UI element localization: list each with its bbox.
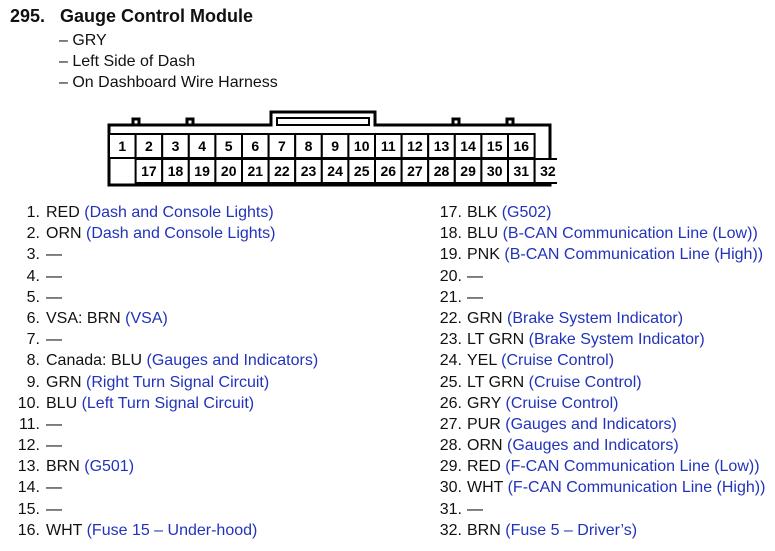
pin-entry bbox=[10, 266, 318, 287]
circuit-name: (VSA) bbox=[125, 309, 168, 327]
pin-entry bbox=[10, 499, 318, 520]
pin-entry-number: 9. bbox=[26, 373, 40, 391]
wire-color: — bbox=[46, 331, 62, 349]
pin-entry bbox=[437, 202, 765, 223]
circuit-name: (F-CAN Communication Line (High)) bbox=[507, 479, 766, 497]
pin-entry bbox=[437, 287, 765, 308]
pin-number-label: 9 bbox=[331, 138, 339, 154]
pin-entry bbox=[437, 329, 765, 350]
pin-number-label: 11 bbox=[380, 138, 396, 154]
pin-entry bbox=[10, 414, 318, 435]
pin-number-label: 13 bbox=[433, 138, 450, 154]
pin-entry bbox=[437, 393, 765, 414]
wire-color: BRN bbox=[46, 458, 80, 476]
wire-color: — bbox=[46, 288, 62, 306]
pin-number-label: 16 bbox=[513, 138, 530, 154]
circuit-name: (G501) bbox=[84, 458, 135, 476]
pin-entry bbox=[10, 287, 318, 308]
pin-entry bbox=[437, 435, 765, 456]
pin-number-label: 8 bbox=[304, 138, 313, 154]
pin-entry bbox=[10, 456, 318, 477]
circuit-name: (B-CAN Communication Line (High)) bbox=[504, 246, 764, 264]
pin-number-label: 10 bbox=[353, 138, 370, 154]
circuit-name: (Cruise Control) bbox=[501, 352, 615, 370]
circuit-name: (F-CAN Communication Line (Low)) bbox=[505, 458, 760, 476]
pin-number-label: 14 bbox=[460, 138, 476, 154]
wire-color: ORN bbox=[46, 225, 82, 243]
pin-entry-number: 21. bbox=[439, 288, 462, 306]
pin-entry bbox=[10, 393, 318, 414]
pin-entry bbox=[10, 329, 318, 350]
wire-color: ORN bbox=[467, 437, 503, 455]
wire-color: Canada: BLU bbox=[46, 352, 143, 370]
wire-color: BLU bbox=[46, 394, 78, 412]
wire-color: RED bbox=[467, 458, 501, 476]
wire-color: LT GRN bbox=[467, 373, 525, 391]
pin-number-label: 30 bbox=[486, 163, 503, 179]
page-title bbox=[10, 6, 253, 27]
pin-entry bbox=[10, 202, 318, 223]
circuit-name: (Brake System Indicator) bbox=[507, 309, 684, 327]
wire-color: GRN bbox=[467, 309, 503, 327]
pin-entry-number: 10. bbox=[17, 394, 40, 412]
pin-entry bbox=[437, 477, 765, 498]
wire-color: LT GRN bbox=[467, 331, 525, 349]
pin-entry bbox=[437, 350, 765, 371]
pin-number-label: 29 bbox=[460, 163, 476, 179]
wire-color: RED bbox=[46, 204, 80, 221]
wire-color: — bbox=[46, 500, 62, 518]
pin-number-label: 19 bbox=[194, 163, 210, 179]
pin-entry-number: 31. bbox=[439, 500, 462, 518]
pin-number-label: 20 bbox=[220, 163, 237, 179]
wire-color: BRN bbox=[467, 521, 501, 539]
connector-diagram bbox=[107, 110, 557, 190]
wire-color: — bbox=[46, 437, 62, 455]
pin-number-label: 25 bbox=[353, 163, 370, 179]
wire-color: WHT bbox=[46, 521, 83, 539]
circuit-name: (Gauges and Indicators) bbox=[507, 437, 679, 455]
pin-entry-number: 22. bbox=[439, 309, 462, 327]
detail-color: – GRY bbox=[59, 32, 107, 49]
pin-number-label: 28 bbox=[433, 163, 450, 179]
pin-entry-number: 20. bbox=[439, 267, 462, 285]
pin-number-label: 24 bbox=[327, 163, 343, 179]
circuit-name: (Cruise Control) bbox=[505, 394, 619, 412]
pin-number-label: 1 bbox=[118, 138, 127, 154]
pin-entry-number: 16. bbox=[17, 521, 40, 539]
circuit-name: (Dash and Console Lights) bbox=[86, 225, 276, 243]
pin-number-label: 31 bbox=[513, 163, 530, 179]
pin-entry-number: 6. bbox=[26, 309, 40, 327]
pin-entry-number: 2. bbox=[26, 225, 40, 243]
circuit-name: (Dash and Console Lights) bbox=[84, 204, 274, 221]
pin-entry bbox=[437, 456, 765, 477]
pin-number-label: 12 bbox=[407, 138, 423, 154]
pin-entry bbox=[10, 223, 318, 244]
pin-entry-number: 25. bbox=[439, 373, 462, 391]
pin-number-label: 2 bbox=[145, 138, 153, 154]
wire-color: — bbox=[46, 479, 62, 497]
pin-entry-number: 18. bbox=[439, 225, 462, 243]
wire-color: GRY bbox=[467, 394, 502, 412]
wire-color: PUR bbox=[467, 415, 501, 433]
circuit-name: (Gauges and Indicators) bbox=[505, 415, 677, 433]
pin-number-label: 4 bbox=[198, 138, 206, 154]
wire-color: — bbox=[46, 246, 62, 264]
wire-color: — bbox=[467, 288, 483, 306]
pin-entry bbox=[10, 372, 318, 393]
pin-entry-number: 24. bbox=[439, 352, 462, 370]
detail-harness: – On Dashboard Wire Harness bbox=[59, 74, 278, 91]
circuit-name: (Right Turn Signal Circuit) bbox=[86, 373, 270, 391]
pin-entry-number: 17. bbox=[439, 204, 462, 221]
pin-number-label: 22 bbox=[274, 163, 290, 179]
pin-entry-number: 11. bbox=[18, 415, 40, 433]
wire-color: PNK bbox=[467, 246, 500, 264]
pin-entry bbox=[10, 244, 318, 265]
pin-entry-number: 7. bbox=[26, 331, 40, 349]
wire-color: — bbox=[46, 415, 62, 433]
wire-color: — bbox=[467, 500, 483, 518]
pin-entry bbox=[10, 435, 318, 456]
circuit-name: (G502) bbox=[501, 204, 552, 221]
circuit-name: (Gauges and Indicators) bbox=[146, 352, 319, 370]
pin-entry-number: 15. bbox=[17, 500, 40, 518]
pin-number-label: 17 bbox=[141, 163, 157, 179]
pin-entry-number: 19. bbox=[439, 246, 462, 264]
circuit-name: (Left Turn Signal Circuit) bbox=[81, 394, 255, 412]
pin-number-label: 26 bbox=[380, 163, 397, 179]
pin-entry bbox=[437, 266, 765, 287]
pin-entry-number: 23. bbox=[439, 331, 462, 349]
pin-entry bbox=[10, 520, 318, 541]
wire-color: YEL bbox=[467, 352, 497, 370]
wire-color: VSA: BRN bbox=[46, 309, 121, 327]
pin-entry-number: 5. bbox=[26, 288, 40, 306]
wire-color: GRN bbox=[46, 373, 82, 391]
pin-entry bbox=[437, 414, 765, 435]
pin-entry-number: 12. bbox=[17, 437, 40, 455]
pin-number-label: 6 bbox=[251, 138, 260, 154]
section-number: 295. bbox=[10, 6, 46, 26]
pin-entry bbox=[437, 372, 765, 393]
pin-entry-number: 1. bbox=[26, 204, 40, 221]
pin-number-label: 32 bbox=[540, 163, 556, 179]
wire-color: BLU bbox=[467, 225, 499, 243]
pin-number-label: 27 bbox=[407, 163, 423, 179]
pin-entry bbox=[10, 477, 318, 498]
pin-entry-number: 28. bbox=[439, 437, 462, 455]
pin-entry-number: 4. bbox=[26, 267, 40, 285]
pin-list-left bbox=[10, 202, 318, 541]
circuit-name: (Fuse 15 – Under-hood) bbox=[86, 521, 258, 539]
circuit-name: (Cruise Control) bbox=[528, 373, 642, 391]
pin-entry-number: 26. bbox=[439, 394, 462, 412]
pin-entry bbox=[10, 308, 318, 329]
pin-entry-number: 32. bbox=[439, 521, 462, 539]
circuit-name: (Fuse 5 – Driver’s) bbox=[505, 521, 638, 539]
pin-entry-number: 14. bbox=[17, 479, 40, 497]
wire-color: — bbox=[467, 267, 483, 285]
pin-entry-number: 3. bbox=[26, 246, 40, 264]
module-title: Gauge Control Module bbox=[60, 6, 253, 26]
wire-color: — bbox=[46, 267, 62, 285]
pin-entry-number: 8. bbox=[26, 352, 40, 370]
wire-color: BLK bbox=[467, 204, 498, 221]
pin-number-label: 7 bbox=[278, 138, 286, 154]
pin-entry bbox=[10, 350, 318, 371]
pin-list-right bbox=[437, 202, 765, 541]
pin-number-label: 18 bbox=[167, 163, 184, 179]
pin-entry bbox=[437, 308, 765, 329]
circuit-name: (Brake System Indicator) bbox=[528, 331, 705, 349]
pin-number-label: 5 bbox=[224, 138, 233, 154]
pin-number-label: 21 bbox=[247, 163, 264, 179]
pin-entry bbox=[437, 499, 765, 520]
pin-entry-number: 27. bbox=[439, 415, 462, 433]
pin-number-label: 23 bbox=[300, 163, 317, 179]
circuit-name: (B-CAN Communication Line (Low)) bbox=[502, 225, 758, 243]
pin-entry bbox=[437, 520, 765, 541]
pin-entry-number: 30. bbox=[439, 479, 462, 497]
pin-entry bbox=[437, 223, 765, 244]
pin-entry-number: 13. bbox=[17, 458, 40, 476]
pin-number-label: 3 bbox=[171, 138, 180, 154]
pin-entry bbox=[437, 244, 765, 265]
detail-location: – Left Side of Dash bbox=[59, 53, 196, 70]
pin-number-label: 15 bbox=[486, 138, 503, 154]
pin-entry-number: 29. bbox=[439, 458, 462, 476]
wire-color: WHT bbox=[467, 479, 504, 497]
